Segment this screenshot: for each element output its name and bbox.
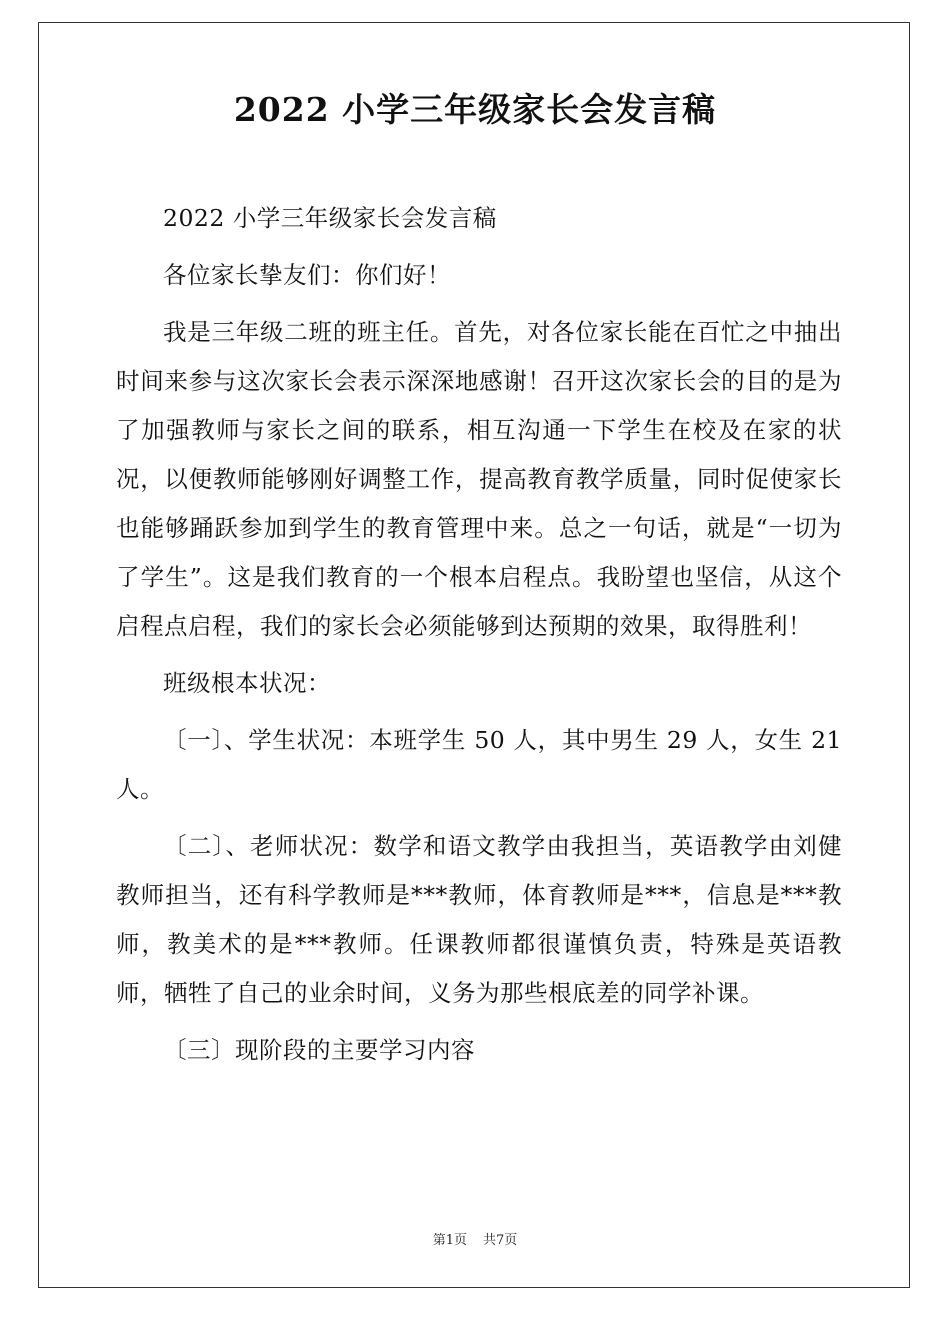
document-title: 2022 小学三年级家长会发言稿 [233,90,717,129]
page-total: 共7页 [483,1233,518,1248]
page-number: 第1页 [432,1233,467,1248]
paragraph-greeting: 各位家长挚友们：你们好！ [163,261,451,289]
paragraph-teacher-status: 〔二〕、老师状况：数学和语文教学由我担当，英语教学由刘健教师担当，还有科学教师是***教师，体育教师是***，信息是***教师，教美术的是***教师。任课教师都很谨慎负责，特殊是英语教师，牺牲了自己的业余时间，义务为那些根底差的同学补课。 [116,832,842,1007]
paragraph-student-status: 〔一〕、学生状况：本班学生 50 人，其中男生 29 人，女生 21 人。 [116,726,842,803]
paragraph-introduction: 我是三年级二班的班主任。首先，对各位家长能在百忙之中抽出时间来参与这次家长会表示深深地感谢！召开这次家长会的目的是为了加强教师与家长之间的联系，相互沟通一下学生在校及在家的状况，以便教师能够刚好调整工作，提高教育教学质量，同时促使家长也能够踊跃参加到学生的教育管理中来。总之一句话，就是“一切为了学生”。这是我们教育的一个根本启程点。我盼望也坚信，从这个启程点启程，我们的家长会必须能够到达预期的效果，取得胜利！ [116,318,842,640]
paragraph-class-overview-heading: 班级根本状况： [163,669,331,697]
paragraph-current-content-heading: 〔三〕现阶段的主要学习内容 [163,1036,475,1064]
paragraph-heading-repeat: 2022 小学三年级家长会发言稿 [163,204,497,232]
document-body [116,194,842,1075]
page-footer [0,1232,950,1250]
